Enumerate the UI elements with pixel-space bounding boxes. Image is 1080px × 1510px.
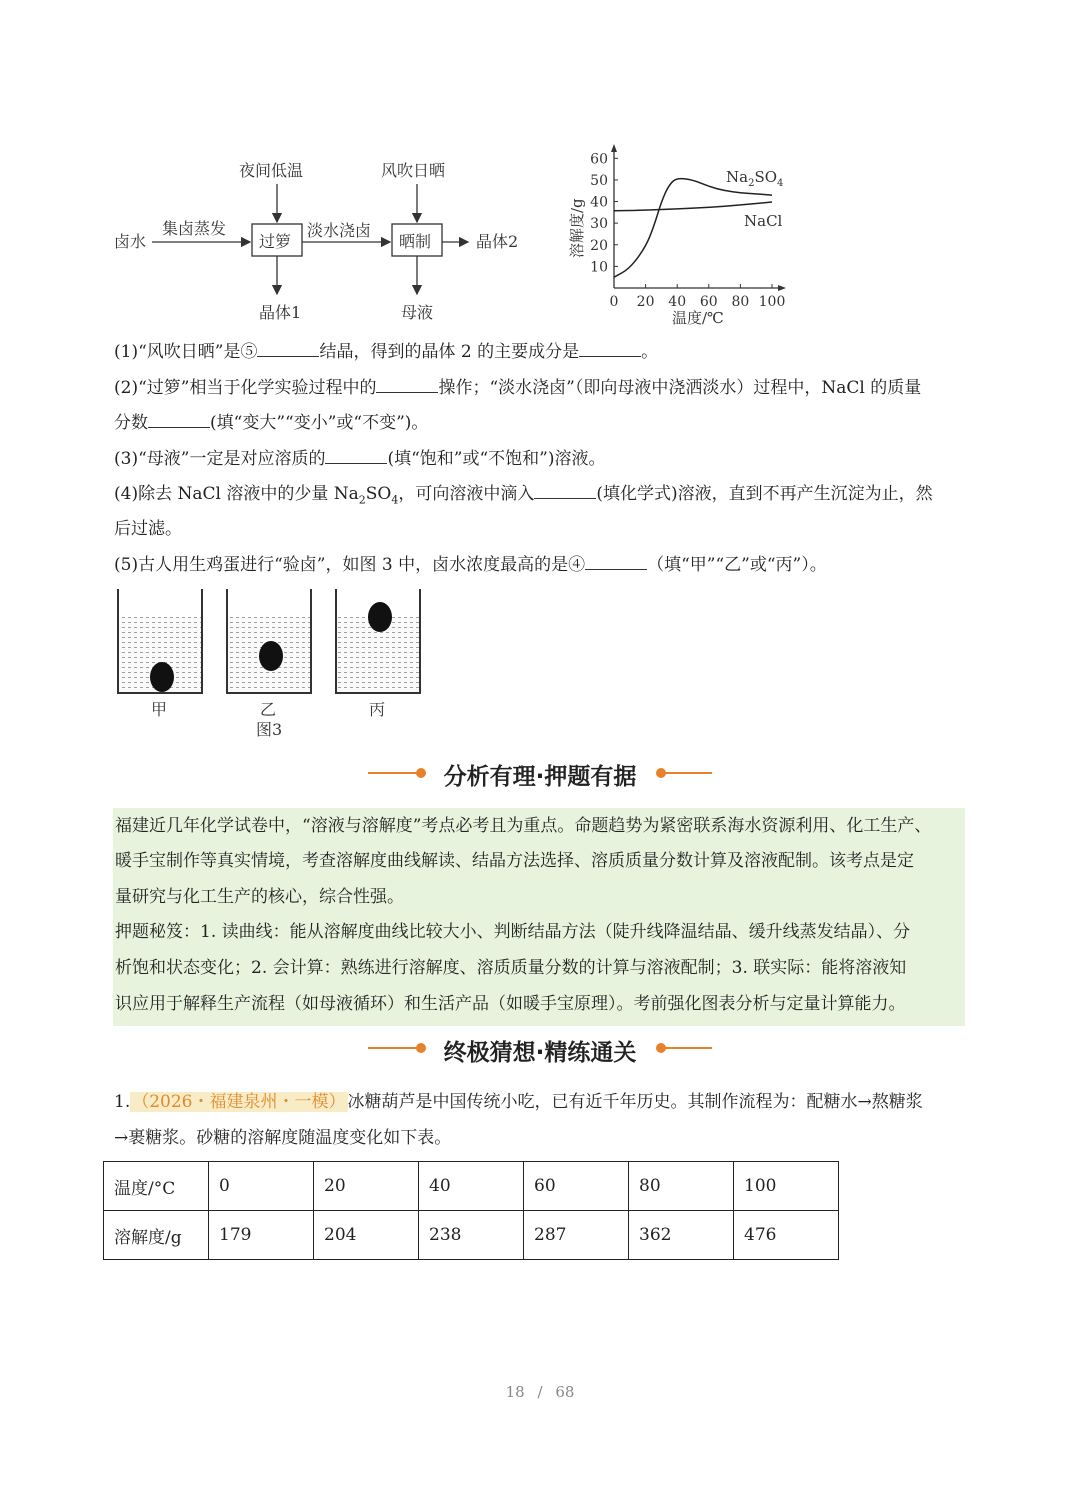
figure-3-caption: 图3 [256,720,283,739]
y-tick-label: 20 [590,237,608,254]
question-2-line1: (2)“过箩”相当于化学实验过程中的 操作；“淡水浇卤”（即向母液中浇洒淡水）过程中，NaCl 的质量 [114,378,922,398]
section2-title: 终极猜想·精练通关 [443,1040,637,1066]
table-row [104,1211,839,1260]
table-cell: 60 [524,1162,629,1211]
answer-blank[interactable] [148,411,210,428]
y-tick-label: 50 [590,172,608,189]
analysis-line: 量研究与化工生产的核心，综合性强。 [115,887,404,907]
question-1: (1)“风吹日晒”是⑤ 结晶，得到的晶体 2 的主要成分是 。 [114,342,659,362]
flow-box1-top-label: 夜间低温 [239,161,304,180]
table-cell: 362 [629,1211,734,1260]
section2-right-ornament [654,1041,714,1055]
analysis-line: 暖手宝制作等真实情境，考查溶解度曲线解读、结晶方法选择、溶质质量分数计算及溶液配制。该考点是定 [115,851,914,871]
flow-output-label: 晶体2 [476,232,519,251]
sugar-solubility-table [103,1161,839,1260]
section1-right-ornament [654,766,714,780]
chart-xlabel: 温度/℃ [672,309,724,327]
table-cell: 287 [524,1211,629,1260]
beaker-jia [118,589,202,719]
beaker-yi [227,589,311,719]
analysis-line: 识应用于解释生产流程（如母液循环）和生活产品（如暖手宝原理）。考前强化图表分析与定量计算能力。 [115,994,906,1014]
beaker-label-jia: 甲 [151,700,168,719]
table-cell: 100 [734,1162,839,1211]
table-cell: 179 [209,1211,314,1260]
table-cell: 温度/°C [104,1162,209,1211]
table-cell: 238 [419,1211,524,1260]
question-3: (3)“母液”一定是对应溶质的 (填“饱和”或“不饱和”)溶液。 [114,449,606,469]
answer-blank[interactable] [257,340,319,357]
beaker-bing [336,589,420,719]
y-tick-label: 10 [590,259,608,276]
answer-blank[interactable] [325,447,387,464]
analysis-line: 福建近几年化学试卷中，“溶液与溶解度”考点必考且为重点。命题趋势为紧密联系海水资源利用、化工生产、 [115,816,932,836]
analysis-line: 析饱和状态变化；2. 会计算：熟练进行溶解度、溶质质量分数的计算与溶液配制；3. 联实际：能将溶液知 [115,958,907,978]
table-cell: 476 [734,1211,839,1260]
question-4-line2: 后过滤。 [114,519,182,539]
table-cell: 40 [419,1162,524,1211]
x-tick-label: 100 [758,294,786,310]
process-flow-diagram [108,150,538,330]
y-tick-label: 30 [590,216,608,233]
flow-box1-bottom-label: 晶体1 [259,303,302,322]
series-label-na2so4: $Na_2SO_4$ [726,168,784,189]
figure-3-beakers [110,585,430,745]
x-tick-label: 80 [731,294,750,310]
y-tick-label: 60 [590,151,608,168]
beaker-label-bing: 丙 [369,700,386,719]
answer-blank[interactable] [579,340,641,357]
page-number: 18 / 68 [505,1383,575,1401]
answer-blank[interactable] [585,553,647,570]
flow-step1-label: 集卤蒸发 [162,219,227,238]
beaker-label-yi: 乙 [260,700,277,719]
x-axis-arrow [778,285,786,291]
answer-blank[interactable] [376,376,438,393]
flow-box2-label: 晒制 [399,232,432,251]
table-cell: 0 [209,1162,314,1211]
y-tick-label: 40 [590,194,608,211]
egg-yi [259,641,283,671]
section1-title: 分析有理·押题有据 [443,764,637,790]
question-2-line2: 分数 (填“变大”“变小”或“不变”)。 [114,413,429,433]
solubility-chart [560,140,800,330]
problem-1-line1: 1. （2026・福建泉州・一模） 冰糖葫芦是中国传统小吃，已有近千年历史。其制作流程为：配糖水→熬糖浆 [114,1092,923,1112]
table-cell: 20 [314,1162,419,1211]
flow-box1-label: 过箩 [259,232,292,251]
problem-1-line2: →裹糖浆。砂糖的溶解度随温度变化如下表。 [114,1128,452,1148]
series-label-nacl: NaCl [744,212,783,230]
answer-blank[interactable] [534,482,596,499]
flow-box2-bottom-label: 母液 [401,303,434,322]
x-tick-label: 0 [609,294,619,310]
x-tick-label: 60 [699,294,718,310]
table-cell: 80 [629,1162,734,1211]
question-4-line1: (4)除去 NaCl 溶液中的少量 $Na_2SO_4$，可向溶液中滴入 (填化学式)溶液，直到不再产生沉淀为止，然 [114,484,933,507]
question-5: (5)古人用生鸡蛋进行“验卤”，如图 3 中，卤水浓度最高的是④ （填“甲”“乙”或“丙”）。 [114,555,827,575]
table-row [104,1162,839,1211]
y-axis-arrow [611,144,617,152]
egg-jia [150,662,174,692]
egg-bing [368,602,392,632]
series-line-nacl [614,202,772,211]
flow-box2-top-label: 风吹日晒 [381,161,446,180]
flow-step2-label: 淡水浇卤 [307,221,372,240]
table-cell: 204 [314,1211,419,1260]
x-tick-label: 40 [668,294,687,310]
flow-input-label: 卤水 [114,232,147,251]
x-tick-label: 20 [636,294,655,310]
table-cell: 溶解度/g [104,1211,209,1260]
source-tag: （2026・福建泉州・一模） [132,1092,346,1112]
analysis-line: 押题秘笈：1. 读曲线：能从溶解度曲线比较大小、判断结晶方法（陡升线降温结晶、缓升线蒸发结晶）、分 [115,922,911,942]
chart-ylabel: 溶解度/g [568,198,586,258]
